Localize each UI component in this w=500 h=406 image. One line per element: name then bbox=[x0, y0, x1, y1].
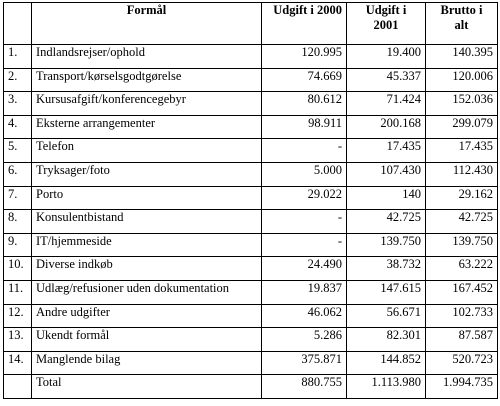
row-number: 8. bbox=[4, 210, 32, 234]
table-row bbox=[4, 257, 498, 281]
row-purpose: Konsulentbistand bbox=[32, 210, 262, 234]
row-expense-2001: 139.750 bbox=[347, 233, 426, 257]
row-number: 9. bbox=[4, 233, 32, 257]
row-number: 4. bbox=[4, 115, 32, 139]
row-gross-total: 42.725 bbox=[426, 210, 498, 234]
row-purpose: Telefon bbox=[32, 139, 262, 163]
row-expense-2000: 80.612 bbox=[262, 92, 347, 116]
header-purpose: Formål bbox=[32, 3, 262, 45]
row-expense-2000: 120.995 bbox=[262, 45, 347, 69]
row-number: 3. bbox=[4, 92, 32, 116]
total-row-number bbox=[4, 375, 32, 399]
total-expense-2001: 1.113.980 bbox=[347, 375, 426, 399]
row-number: 13. bbox=[4, 328, 32, 352]
row-purpose: Udlæg/refusioner uden dokumentation bbox=[32, 280, 262, 304]
table-row bbox=[4, 92, 498, 116]
row-expense-2000: 29.022 bbox=[262, 186, 347, 210]
table-row bbox=[4, 210, 498, 234]
header-gross-total-line1: Brutto i bbox=[440, 3, 483, 17]
header-gross-total-line2: alt bbox=[454, 18, 469, 32]
row-expense-2001: 45.337 bbox=[347, 68, 426, 92]
total-expense-2000: 880.755 bbox=[262, 375, 347, 399]
row-expense-2001: 42.725 bbox=[347, 210, 426, 234]
row-gross-total: 139.750 bbox=[426, 233, 498, 257]
row-gross-total: 63.222 bbox=[426, 257, 498, 281]
header-row bbox=[4, 3, 498, 45]
header-gross-total bbox=[426, 3, 498, 45]
row-purpose: Eksterne arrangementer bbox=[32, 115, 262, 139]
table-body bbox=[4, 45, 498, 399]
row-gross-total: 299.079 bbox=[426, 115, 498, 139]
table-row bbox=[4, 280, 498, 304]
row-expense-2001: 17.435 bbox=[347, 139, 426, 163]
row-expense-2001: 200.168 bbox=[347, 115, 426, 139]
expense-table bbox=[3, 2, 498, 399]
row-expense-2001: 56.671 bbox=[347, 304, 426, 328]
row-number: 7. bbox=[4, 186, 32, 210]
row-expense-2001: 147.615 bbox=[347, 280, 426, 304]
row-purpose: Diverse indkøb bbox=[32, 257, 262, 281]
row-gross-total: 102.733 bbox=[426, 304, 498, 328]
row-expense-2000: - bbox=[262, 210, 347, 234]
header-expense-2001-line2: 2001 bbox=[373, 18, 399, 32]
row-gross-total: 87.587 bbox=[426, 328, 498, 352]
row-gross-total: 112.430 bbox=[426, 162, 498, 186]
table-row bbox=[4, 351, 498, 375]
table-row bbox=[4, 233, 498, 257]
row-number: 11. bbox=[4, 280, 32, 304]
row-number: 2. bbox=[4, 68, 32, 92]
row-purpose: Tryksager/foto bbox=[32, 162, 262, 186]
row-expense-2001: 140 bbox=[347, 186, 426, 210]
row-expense-2001: 71.424 bbox=[347, 92, 426, 116]
header-expense-2001-line1: Udgift i bbox=[365, 3, 407, 17]
table-row bbox=[4, 186, 498, 210]
row-gross-total: 17.435 bbox=[426, 139, 498, 163]
row-expense-2000: - bbox=[262, 233, 347, 257]
table-row bbox=[4, 328, 498, 352]
row-expense-2001: 38.732 bbox=[347, 257, 426, 281]
total-gross-total: 1.994.735 bbox=[426, 375, 498, 399]
row-gross-total: 152.036 bbox=[426, 92, 498, 116]
table-header bbox=[4, 3, 498, 45]
row-number: 12. bbox=[4, 304, 32, 328]
row-expense-2000: - bbox=[262, 139, 347, 163]
row-expense-2000: 46.062 bbox=[262, 304, 347, 328]
table-row bbox=[4, 115, 498, 139]
total-row bbox=[4, 375, 498, 399]
row-expense-2001: 82.301 bbox=[347, 328, 426, 352]
total-row-label: Total bbox=[32, 375, 262, 399]
table-row bbox=[4, 162, 498, 186]
row-number: 5. bbox=[4, 139, 32, 163]
row-expense-2000: 19.837 bbox=[262, 280, 347, 304]
row-number: 1. bbox=[4, 45, 32, 69]
row-gross-total: 167.452 bbox=[426, 280, 498, 304]
row-expense-2000: 98.911 bbox=[262, 115, 347, 139]
row-gross-total: 120.006 bbox=[426, 68, 498, 92]
row-expense-2000: 74.669 bbox=[262, 68, 347, 92]
row-expense-2000: 375.871 bbox=[262, 351, 347, 375]
row-expense-2000: 5.286 bbox=[262, 328, 347, 352]
row-purpose: Kursusafgift/konferencegebyr bbox=[32, 92, 262, 116]
row-expense-2001: 19.400 bbox=[347, 45, 426, 69]
row-purpose: Manglende bilag bbox=[32, 351, 262, 375]
row-gross-total: 29.162 bbox=[426, 186, 498, 210]
row-expense-2001: 144.852 bbox=[347, 351, 426, 375]
row-purpose: Ukendt formål bbox=[32, 328, 262, 352]
row-expense-2001: 107.430 bbox=[347, 162, 426, 186]
row-gross-total: 520.723 bbox=[426, 351, 498, 375]
row-gross-total: 140.395 bbox=[426, 45, 498, 69]
header-expense-2001 bbox=[347, 3, 426, 45]
row-purpose: Transport/kørselsgodtgørelse bbox=[32, 68, 262, 92]
header-number bbox=[4, 3, 32, 45]
row-expense-2000: 24.490 bbox=[262, 257, 347, 281]
table-row bbox=[4, 304, 498, 328]
row-purpose: Indlandsrejser/ophold bbox=[32, 45, 262, 69]
row-number: 10. bbox=[4, 257, 32, 281]
table-row bbox=[4, 139, 498, 163]
row-purpose: Andre udgifter bbox=[32, 304, 262, 328]
table-row bbox=[4, 45, 498, 69]
row-expense-2000: 5.000 bbox=[262, 162, 347, 186]
row-number: 6. bbox=[4, 162, 32, 186]
header-expense-2000: Udgift i 2000 bbox=[262, 3, 347, 45]
table-row bbox=[4, 68, 498, 92]
row-purpose: Porto bbox=[32, 186, 262, 210]
row-purpose: IT/hjemmeside bbox=[32, 233, 262, 257]
row-number: 14. bbox=[4, 351, 32, 375]
